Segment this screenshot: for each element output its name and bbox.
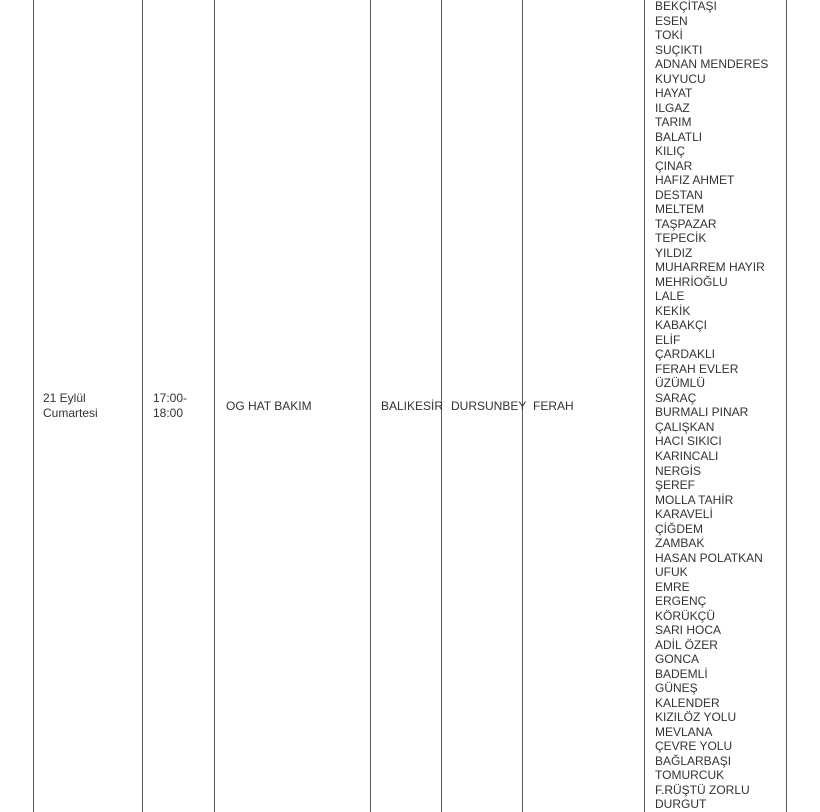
street-item: MUHARREM HAYIR [655, 260, 765, 275]
street-item: ADNAN MENDERES [655, 57, 769, 72]
column-divider [214, 0, 215, 812]
street-item: ERGENÇ [655, 594, 707, 609]
street-item: BEKÇİTAŞI [655, 0, 717, 13]
street-item: UFUK [655, 565, 688, 580]
street-item: HASAN POLATKAN [655, 550, 763, 565]
street-item: NERGİS [655, 463, 702, 478]
street-item: SARI HOCA [655, 623, 722, 638]
date-line: 21 Eylül [43, 391, 86, 405]
street-item: BURMALI PINAR [655, 405, 749, 420]
street-item: BALATLI [655, 129, 703, 144]
street-item: ILGAZ [655, 100, 690, 115]
street-item: MELTEM [655, 202, 705, 217]
street-item: YILDIZ [655, 245, 693, 260]
street-item: KUYUCU [655, 71, 706, 86]
street-item: KIZILÖZ YOLU [655, 710, 737, 725]
street-item: KALENDER [655, 695, 720, 710]
street-item: SARAÇ [655, 390, 697, 405]
street-item: ZAMBAK [655, 536, 705, 551]
street-item: KEKİK [655, 303, 691, 318]
street-item: ÇİĞDEM [655, 521, 703, 536]
street-item: ELİF [655, 332, 681, 347]
street-item: KILIÇ [655, 144, 686, 159]
street-item: F.RÜŞTÜ ZORLU [655, 782, 750, 797]
street-item: TOKİ [655, 28, 683, 43]
street-item: ADİL ÖZER [655, 637, 718, 652]
day-line: Cumartesi [43, 405, 98, 420]
street-item: KÖRÜKÇÜ [655, 608, 716, 623]
street-item: ÇEVRE YOLU [655, 739, 733, 754]
street-item: ÇINAR [655, 158, 693, 173]
street-item: TARIM [655, 115, 692, 130]
street-item: DESTAN [655, 187, 703, 202]
street-item: MEHRİOĞLU [655, 274, 728, 289]
street-item: GONCA [655, 652, 700, 667]
column-divider [370, 0, 371, 812]
street-item: TAŞPAZAR [655, 216, 717, 231]
street-item: DURGUT [655, 797, 707, 812]
column-divider [644, 0, 645, 812]
province-cell: BALIKESİR [381, 399, 444, 413]
street-item: EMRE [655, 579, 690, 594]
street-item: BAĞLARBAŞI [655, 753, 732, 768]
date-cell [43, 391, 98, 420]
street-item: SUÇIKTI [655, 42, 703, 57]
street-item: ÇARDAKLI [655, 347, 716, 362]
street-item: BADEMLİ [655, 666, 708, 681]
street-item: HACI SIKICI [655, 434, 722, 449]
street-item: GÜNEŞ [655, 681, 698, 696]
work-type-cell: OG HAT BAKIM [226, 399, 312, 413]
street-item: MOLLA TAHİR [655, 492, 734, 507]
street-item: ÇALIŞKAN [655, 419, 715, 434]
street-item: ESEN [655, 13, 688, 28]
street-item: HAFIZ AHMET [655, 173, 735, 188]
column-divider [33, 0, 34, 812]
street-item: LALE [655, 289, 685, 304]
street-item: HAYAT [655, 86, 693, 101]
street-item: KABAKÇI [655, 318, 708, 333]
street-item: TEPECİK [655, 231, 707, 246]
neighborhood-cell: FERAH [533, 399, 574, 413]
street-list [655, 0, 768, 812]
time-cell [153, 391, 187, 420]
street-item: ÜZÜMLÜ [655, 376, 705, 391]
street-item: KARAVELİ [655, 507, 713, 522]
street-item: ŞEREF [655, 478, 696, 493]
time-start: 17:00- [153, 391, 188, 405]
street-item: TOMURCUK [655, 768, 725, 783]
column-divider [142, 0, 143, 812]
district-cell: DURSUNBEY [451, 399, 527, 413]
time-end: 18:00 [153, 405, 184, 420]
street-item: KARINCALI [655, 448, 719, 463]
column-divider [786, 0, 787, 812]
street-item: MEVLANA [655, 724, 713, 739]
street-item: FERAH EVLER [655, 361, 739, 376]
